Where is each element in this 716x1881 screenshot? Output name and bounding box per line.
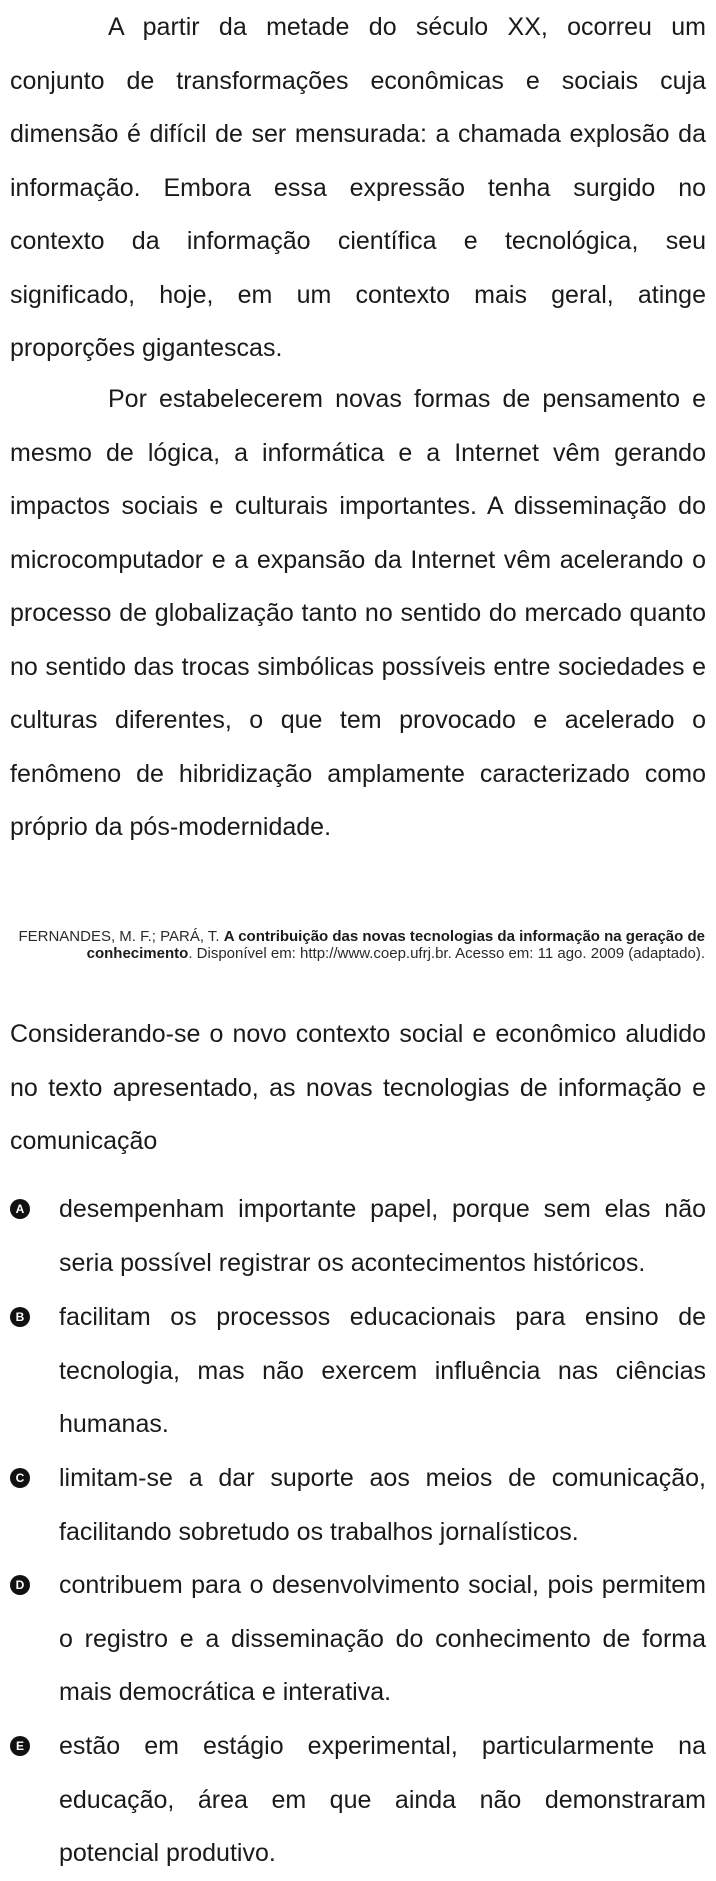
citation-title: A contribuição das novas tecnologias da informação na geração de conhecimento [86, 928, 705, 962]
citation-source: . Disponível em: http://www.coep.ufrj.br. Acesso em: 11 ago. 2009 (adaptado). [188, 945, 705, 962]
option-a[interactable] [10, 1183, 706, 1290]
option-b-letter-badge: B [10, 1307, 30, 1327]
option-a-text: desempenham importante papel, porque sem elas não seria possível registrar os acontecimentos históricos. [59, 1195, 706, 1277]
option-c-letter-badge: C [10, 1468, 30, 1488]
option-e[interactable] [10, 1720, 706, 1881]
question-stem: Considerando-se o novo contexto social e econômico aludido no texto apresentado, as novas tecnologias de informação e comunicação [10, 1020, 706, 1155]
option-d-letter-badge: D [10, 1575, 30, 1595]
option-b-text: facilitam os processos educacionais para ensino de tecnologia, mas não exercem influência nas ciências humanas. [59, 1303, 706, 1438]
text-paragraph-2: Por estabelecerem novas formas de pensamento e mesmo de lógica, a informática e a Internet vêm gerando impactos sociais e culturais importantes. A disseminação do microcomputador e a expansão da Internet vêm acelerando o processo de globalização tanto no sentido do mercado quanto no sentido das trocas simbólicas possíveis entre sociedades e culturas diferentes, o que tem provocado e acelerado o fenômeno de hibridização amplamente caracterizado como próprio da pós-modernidade. [10, 385, 706, 841]
option-e-text: estão em estágio experimental, particularmente na educação, área em que ainda não demonstraram potencial produtivo. [59, 1732, 706, 1867]
option-c-text: limitam-se a dar suporte aos meios de comunicação, facilitando sobretudo os trabalhos jornalísticos. [59, 1464, 706, 1546]
option-d-text: contribuem para o desenvolvimento social, pois permitem o registro e a disseminação do conhecimento de forma mais democrática e interativa. [59, 1571, 706, 1706]
option-e-letter-badge: E [10, 1736, 30, 1756]
option-a-letter-badge: A [10, 1199, 30, 1219]
option-c[interactable] [10, 1452, 706, 1559]
option-b[interactable] [10, 1291, 706, 1452]
citation-authors: FERNANDES, M. F.; PARÁ, T. [18, 928, 224, 945]
option-d[interactable] [10, 1559, 706, 1720]
citation [10, 928, 705, 962]
text-paragraph-1: A partir da metade do século XX, ocorreu um conjunto de transformações econômicas e sociais cuja dimensão é difícil de ser mensurada: a chamada explosão da informação. Embora essa expressão tenha surgido no contexto da informação científica e tecnológica, seu significado, hoje, em um contexto mais geral, atinge proporções gigantescas. [10, 13, 706, 362]
